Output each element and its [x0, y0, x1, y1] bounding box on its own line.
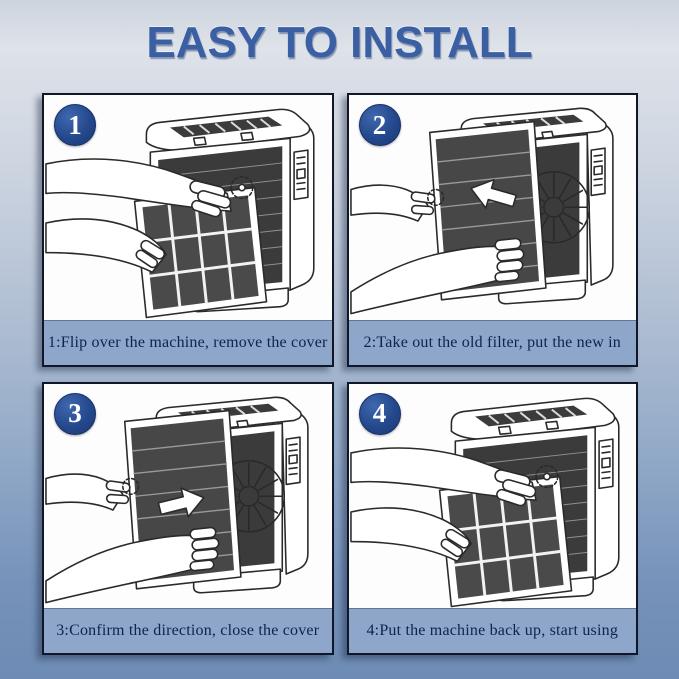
step-panel-2 — [347, 93, 639, 367]
step-panel-3 — [42, 382, 334, 656]
step-panels-grid — [42, 93, 638, 655]
step-3-badge: 3 — [54, 393, 96, 435]
cover-latch — [498, 426, 510, 434]
step-4-badge: 4 — [359, 393, 401, 435]
cover-latch — [194, 137, 206, 145]
step-4-caption: 4:Put the machine back up, start using — [349, 608, 637, 653]
hand-upper — [46, 474, 139, 510]
step-panel-4 — [347, 382, 639, 656]
step-2-badge: 2 — [359, 104, 401, 146]
control-panel-label — [591, 148, 605, 195]
step-1-caption: 1:Flip over the machine, remove the cover — [44, 320, 332, 365]
poster-title: EASY TO INSTALL — [146, 18, 533, 67]
cover-latch — [241, 132, 253, 140]
hand-upper — [350, 185, 443, 221]
cover-latch — [545, 421, 557, 429]
step-panel-1 — [42, 93, 334, 367]
step-1-badge: 1 — [54, 104, 96, 146]
step-2-caption: 2:Take out the old filter, put the new in — [349, 320, 637, 365]
control-panel-label — [294, 150, 308, 199]
control-panel-label — [286, 437, 300, 484]
step-3-caption: 3:Confirm the direction, close the cover — [44, 608, 332, 653]
control-panel-label — [599, 439, 613, 488]
